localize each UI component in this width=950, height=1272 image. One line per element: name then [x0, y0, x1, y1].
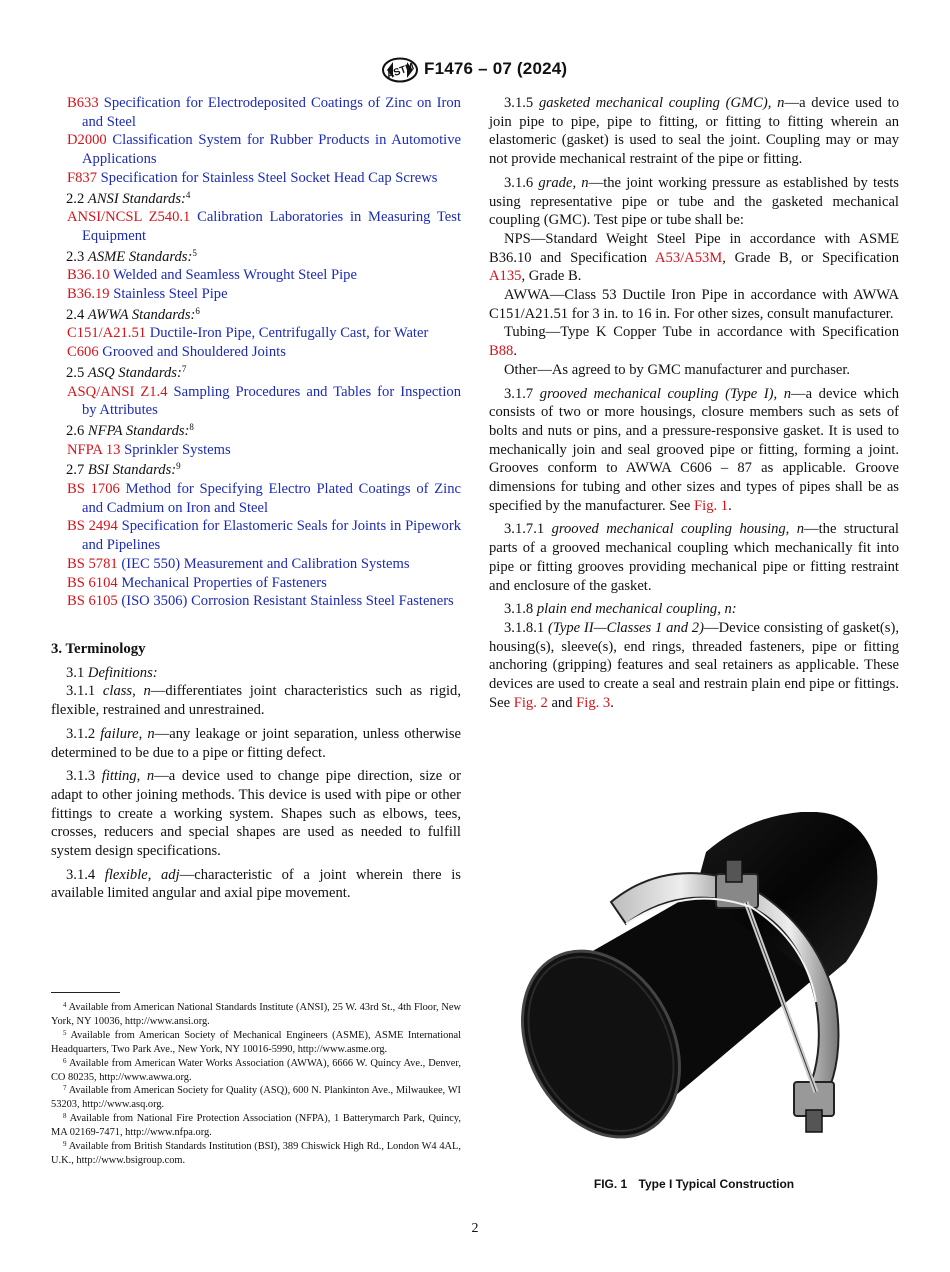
definition-class: 3.1.1 class, n—differentiates joint characteristics such as rigid, flexible, restrained and unrestrained.: [51, 683, 461, 719]
definition-coupling-housing: 3.1.7.1 grooved mechanical coupling housing, n—the structural parts of a grooved mechanical coupling which mechanically fit into pipe or fitting grooves providing mechanical pipe or fitting restraint and enclosure of the gasket.: [489, 521, 899, 594]
definition-plain-end-coupling: 3.1.8 plain end mechanical coupling, n:: [504, 601, 737, 618]
test-pipe-awwa: AWWA—Class 53 Ductile Iron Pipe in accordance with AWWA C151/A21.51 for 3 in. to 16 in. For other sizes, consult manufacturer.: [489, 287, 899, 322]
reference-nfpa-13[interactable]: NFPA 13 Sprinkler Systems: [67, 441, 231, 458]
reference-code[interactable]: D2000: [67, 132, 107, 149]
nfpa-standards-heading: 2.6 NFPA Standards:$^8$: [66, 421, 194, 439]
definition-flexible: 3.1.4 flexible, adj—characteristic of a joint wherein there is available limited angular and axial pipe movement.: [51, 866, 461, 902]
reference-title[interactable]: Specification for Stainless Steel Socket Head Cap Screws: [100, 169, 438, 186]
left-column: [51, 94, 461, 903]
definition-grade: 3.1.6 grade, n—the joint working pressure as established by tests using representative pipe or tube and the gasketed mechanical coupling (GMC). Test pipe or tube shall be:: [489, 174, 899, 229]
reference-b633[interactable]: [51, 94, 461, 131]
link-fig-3[interactable]: Fig. 3: [576, 694, 611, 711]
figure-title: Type I Typical Construction: [638, 1177, 795, 1191]
link-a53[interactable]: A53/A53M: [654, 249, 723, 266]
reference-title[interactable]: Specification for Electrodeposited Coatings of Zinc on Iron and Steel: [82, 95, 461, 130]
link-fig-2[interactable]: Fig. 2: [513, 694, 548, 711]
reference-bs-5781[interactable]: BS 5781 (IEC 550) Measurement and Calibration Systems: [67, 555, 410, 572]
reference-bs-2494[interactable]: BS 2494 Specification for Elastomeric Seals for Joints in Pipework and Pipelines: [67, 518, 462, 554]
definitions-label: 3.1 Definitions:: [66, 664, 158, 681]
asq-standards-heading: 2.5 ASQ Standards:$^7$: [66, 363, 187, 381]
svg-text:ASTM: ASTM: [385, 61, 416, 82]
reference-title[interactable]: Classification System for Rubber Products in Automotive Applications: [82, 132, 461, 168]
reference-d2000[interactable]: [51, 131, 461, 168]
link-a135[interactable]: A135: [489, 268, 522, 285]
document-id: F1476 – 07 (2024): [424, 59, 568, 78]
reference-code[interactable]: F837: [67, 169, 98, 186]
section-heading-terminology: 3. Terminology: [51, 640, 146, 657]
reference-f837[interactable]: [51, 169, 461, 188]
footnote: $^6$ Available from American Water Works Association (AWWA), 6666 W. Quincy Ave., Denver, CO 80235, http://www.awwa.org.: [51, 1056, 461, 1083]
definition-grooved-coupling: 3.1.7 grooved mechanical coupling (Type I), n—a device which consists of two or more housings, closure members such as sets of bolts and nuts or pins, and a pressure-responsive gasket. It is used to mechanically join and seal grooved pipe or fitting, forming a joint. Grooves conform to AWWA C606 – 87 as applicable. Groove dimensions for tubing and other sizes and types of pipes shall be as specified by the manufacturer. See Fig. 1.: [489, 385, 900, 514]
right-column: [489, 94, 899, 713]
bsi-standards-heading: 2.7 BSI Standards:$^9$: [66, 461, 181, 479]
footnote: $^4$ Available from American National Standards Institute (ANSI), 25 W. 43rd St., 4th Floor, New York, NY 10036, http://www.ansi.org.: [51, 1001, 461, 1027]
footnote: $^9$ Available from British Standards Institution (BSI), 389 Chiswick High Rd., London W4 4AL, U.K., http://www.bsigroup.com.: [51, 1140, 461, 1166]
reference-c606[interactable]: C606 Grooved and Shouldered Joints: [67, 344, 286, 361]
reference-ansi-z540[interactable]: ANSI/NCSL Z540.1 Calibration Laboratories in Measuring Test Equipment: [67, 209, 462, 244]
reference-bs-1706[interactable]: BS 1706 Method for Specifying Electro Plated Coatings of Zinc and Cadmium on Iron and Steel: [67, 481, 462, 516]
test-pipe-tubing: Tubing—Type K Copper Tube in accordance with Specification B88.: [489, 324, 899, 360]
definition-gmc: 3.1.5 gasketed mechanical coupling (GMC), n—a device used to join pipe to pipe, pipe to fitting, or fitting to fitting wherein an elastomeric (gasket) is used to seal the joint. Coupling may or may not provide mechanical restraint of the pipe or fitting.: [489, 95, 899, 168]
footnote: $^5$ Available from American Society of Mechanical Engineers (ASME), ASME International Headquarters, Two Park Ave., New York, NY 10016-5990, http://www.asme.org.: [51, 1028, 461, 1055]
test-pipe-other: Other—As agreed to by GMC manufacturer and purchaser.: [504, 361, 851, 378]
test-pipe-nps: NPS—Standard Weight Steel Pipe in accordance with ASME B36.10 and Specification A53/A53M, Grade B, or Specification A135, Grade B.: [489, 230, 899, 285]
astm-logo-icon: [381, 57, 419, 83]
footnote-divider: [51, 992, 120, 993]
page-number: 2: [471, 1221, 479, 1236]
definition-fitting: 3.1.3 fitting, n—a device used to change pipe direction, size or adapt to other joining methods. This device is used with pipe or other fittings to create a working system. Shapes such as elbows, tees, crosses, reducers and special shapes are used as needed to fulfill system design specifications.: [51, 768, 461, 860]
footnote: $^7$ Available from American Society for Quality (ASQ), 600 N. Plankinton Ave., Milwaukee, WI 53203, http://www.asq.org.: [51, 1084, 461, 1111]
definition-type-ii: 3.1.8.1 (Type II—Classes 1 and 2)—Device consisting of gasket(s), housing(s), sleeve(s), end rings, threaded fasteners, pipe or fitting anchoring (gripping) features and seal retainers as applicable. These devices are used to create a seal and restrain plain end pipe or fittings. See Fig. 2 and Fig. 3.: [489, 619, 899, 711]
definition-failure: 3.1.2 failure, n—any leakage or joint separation, unless otherwise determined to be due to a pipe or fitting defect.: [51, 725, 461, 761]
reference-c151[interactable]: C151/A21.51 Ductile-Iron Pipe, Centrifugally Cast, for Water: [67, 325, 429, 342]
reference-bs-6104[interactable]: BS 6104 Mechanical Properties of Fasteners: [67, 574, 327, 591]
ansi-standards-heading: 2.2 ANSI Standards:$^4$: [66, 189, 191, 207]
figure-caption: [489, 1177, 899, 1191]
reference-bs-6105[interactable]: BS 6105 (ISO 3506) Corrosion Resistant Stainless Steel Fasteners: [67, 593, 454, 610]
reference-asq-z1-4[interactable]: ASQ/ANSI Z1.4 Sampling Procedures and Tables for Inspection by Attributes: [67, 383, 461, 419]
asme-standards-heading: 2.3 ASME Standards:$^5$: [66, 247, 197, 265]
figure-label: FIG. 1: [593, 1177, 628, 1191]
awwa-standards-heading: 2.4 AWWA Standards:$^6$: [66, 305, 200, 323]
coupling-illustration: [516, 812, 882, 1168]
page-header: [0, 57, 950, 85]
link-b88[interactable]: B88: [489, 343, 514, 360]
reference-b36-19[interactable]: B36.19 Stainless Steel Pipe: [67, 286, 228, 303]
reference-b36-10[interactable]: B36.10 Welded and Seamless Wrought Steel Pipe: [67, 267, 357, 284]
footnotes: [51, 1001, 461, 1168]
link-fig-1[interactable]: Fig. 1: [694, 497, 729, 514]
footnote: $^8$ Available from National Fire Protection Association (NFPA), 1 Batterymarch Park, Quincy, MA 02169-7471, http://www.nfpa.org.: [51, 1112, 461, 1139]
reference-code[interactable]: B633: [67, 95, 99, 111]
